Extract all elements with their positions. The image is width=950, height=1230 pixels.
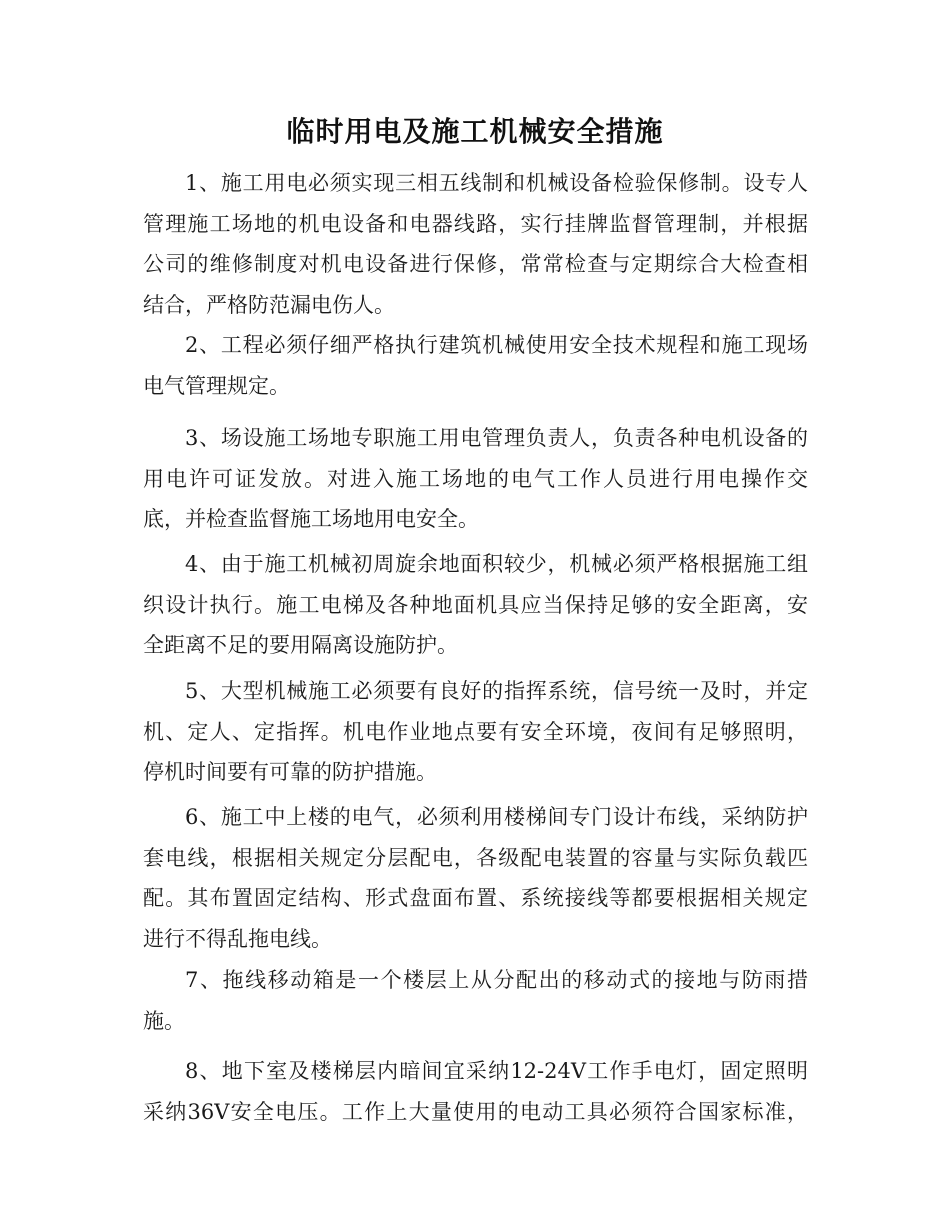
- paragraph-line: 全距离不足的要用隔离设施防护。: [143, 633, 458, 657]
- paragraph-1: [143, 163, 808, 325]
- paragraph-line: 织设计执行。施工电梯及各种地面机具应当保持足够的安全距离，安: [143, 592, 808, 617]
- document-title: 临时用电及施工机械安全措施: [286, 115, 664, 148]
- paragraph-line: 用电许可证发放。对进入施工场地的电气工作人员进行用电操作交: [143, 466, 808, 491]
- paragraph-5: [143, 671, 808, 793]
- paragraph-7: [143, 960, 808, 1041]
- paragraph-line: 机、定人、定指挥。机电作业地点要有安全环境，夜间有足够照明，: [143, 719, 808, 744]
- paragraph-line: 7、拖线移动箱是一个楼层上从分配出的移动式的接地与防雨措: [185, 968, 808, 992]
- paragraph-line: 停机时间要有可靠的防护措施。: [143, 760, 437, 784]
- paragraph-line: 4、由于施工机械初周旋余地面积较少，机械必须严格根据施工组: [185, 552, 808, 576]
- paragraph-line: 进行不得乱拖电线。: [143, 926, 332, 951]
- paragraph-3: [143, 418, 808, 540]
- paragraph-line: 公司的维修制度对机电设备进行保修，常常检查与定期综合大检查相: [143, 252, 808, 276]
- paragraph-line: 施。: [143, 1008, 185, 1033]
- paragraph-line: 电气管理规定。: [143, 373, 290, 398]
- paragraph-line: 2、工程必须仔细严格执行建筑机械使用安全技术规程和施工现场: [185, 333, 808, 357]
- paragraph-line: 6、施工中上楼的电气，必须利用楼梯间专门设计布线，采纳防护: [185, 805, 808, 829]
- paragraph-8: [143, 1051, 808, 1132]
- paragraph-line: 5、大型机械施工必须要有良好的指挥系统，信号统一及时，并定: [185, 679, 808, 703]
- paragraph-line: 底，并检查监督施工场地用电安全。: [143, 507, 479, 531]
- paragraph-line: 8、地下室及楼梯层内暗间宜采纳12-24V工作手电灯，固定照明: [185, 1059, 808, 1083]
- paragraph-line: 1、施工用电必须实现三相五线制和机械设备检验保修制。设专人: [185, 171, 808, 195]
- paragraph-line: 3、场设施工场地专职施工用电管理负责人，负责各种电机设备的: [185, 426, 808, 450]
- paragraph-line: 配。其布置固定结构、形式盘面布置、系统接线等都要根据相关规定: [143, 886, 808, 910]
- paragraph-6: [143, 797, 808, 959]
- paragraph-line: 管理施工场地的机电设备和电器线路，实行挂牌监督管理制，并根据: [143, 211, 808, 236]
- paragraph-4: [143, 544, 808, 666]
- paragraph-line: 结合，严格防范漏电伤人。: [143, 292, 395, 317]
- paragraph-2: [143, 325, 808, 406]
- paragraph-line: 采纳36V安全电压。工作上大量使用的电动工具必须符合国家标准，: [143, 1099, 808, 1124]
- paragraph-line: 套电线，根据相关规定分层配电，各级配电装置的容量与实际负载匹: [143, 845, 808, 870]
